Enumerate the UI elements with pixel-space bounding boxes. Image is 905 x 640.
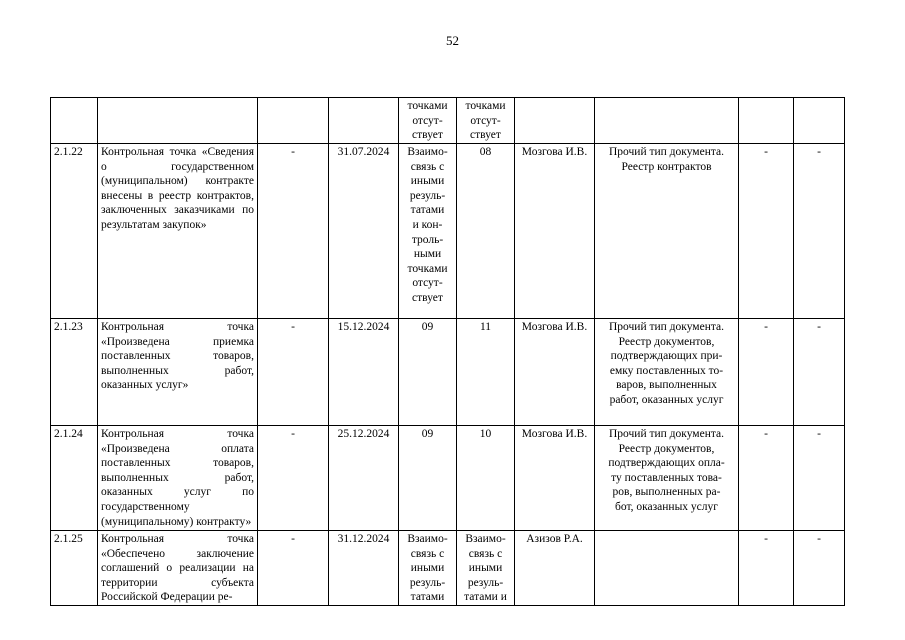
cell-date: 31.12.2024 bbox=[329, 531, 399, 606]
cell-col3 bbox=[258, 98, 329, 144]
cell-responsible: Азизов Р.А. bbox=[515, 531, 595, 606]
cell-col9 bbox=[739, 98, 794, 144]
cell-col5: 09 bbox=[399, 426, 457, 531]
table-row bbox=[51, 319, 845, 426]
cell-number: 2.1.24 bbox=[51, 426, 98, 531]
cell-col3: - bbox=[258, 531, 329, 606]
cell-col6: 10 bbox=[457, 426, 515, 531]
cell-date: 15.12.2024 bbox=[329, 319, 399, 426]
cell-name bbox=[98, 98, 258, 144]
cell-col10: - bbox=[794, 426, 845, 531]
cell-col5: 09 bbox=[399, 319, 457, 426]
cell-name: Контрольная точка «Произведена оплата поставленных товаров, выполненных работ, оказанных услуг по государственному (муниципальному) контракту» bbox=[98, 426, 258, 531]
cell-number bbox=[51, 98, 98, 144]
cell-col9: - bbox=[739, 144, 794, 319]
cell-col6: Взаимо- связь с иными резуль- татами и bbox=[457, 531, 515, 606]
cell-name: Контрольная точка «Сведения о государственном (муниципальном) контракте внесены в реестр контрактов, заключенных заказчиками по результатам закупок» bbox=[98, 144, 258, 319]
cell-document: Прочий тип документа. Реестр документов, подтверждающих при- емку поставленных то- варов, выполненных работ, оказанных услуг bbox=[595, 319, 739, 426]
cell-date: 31.07.2024 bbox=[329, 144, 399, 319]
cell-document: Прочий тип документа. Реестр документов, подтверждающих опла- ту поставленных това- ров, выполненных ра- бот, оказанных услуг bbox=[595, 426, 739, 531]
cell-responsible: Мозгова И.В. bbox=[515, 144, 595, 319]
table-body bbox=[51, 98, 845, 606]
cell-col3: - bbox=[258, 319, 329, 426]
cell-col6: точками отсут- ствует bbox=[457, 98, 515, 144]
cell-col10: - bbox=[794, 531, 845, 606]
cell-number: 2.1.23 bbox=[51, 319, 98, 426]
cell-col3: - bbox=[258, 426, 329, 531]
table-row bbox=[51, 531, 845, 606]
cell-name: Контрольная точка «Произведена приемка поставленных товаров, выполненных работ, оказанных услуг» bbox=[98, 319, 258, 426]
cell-name: Контрольная точка «Обеспечено заключение соглашений о реализации на территории субъекта Российской Федерации ре- bbox=[98, 531, 258, 606]
cell-number: 2.1.22 bbox=[51, 144, 98, 319]
control-points-table bbox=[50, 97, 845, 606]
cell-document bbox=[595, 531, 739, 606]
cell-document bbox=[595, 98, 739, 144]
cell-col5: Взаимо- связь с иными резуль- татами bbox=[399, 531, 457, 606]
cell-responsible: Мозгова И.В. bbox=[515, 426, 595, 531]
cell-col9: - bbox=[739, 531, 794, 606]
cell-col5: точками отсут- ствует bbox=[399, 98, 457, 144]
cell-col6: 08 bbox=[457, 144, 515, 319]
cell-col9: - bbox=[739, 319, 794, 426]
cell-col3: - bbox=[258, 144, 329, 319]
cell-date bbox=[329, 98, 399, 144]
cell-col6: 11 bbox=[457, 319, 515, 426]
cell-document: Прочий тип документа. Реестр контрактов bbox=[595, 144, 739, 319]
table-row bbox=[51, 98, 845, 144]
cell-col5: Взаимо- связь с иными резуль- татами и кон- троль- ными точками отсут- ствует bbox=[399, 144, 457, 319]
cell-date: 25.12.2024 bbox=[329, 426, 399, 531]
cell-col10 bbox=[794, 98, 845, 144]
cell-responsible bbox=[515, 98, 595, 144]
cell-responsible: Мозгова И.В. bbox=[515, 319, 595, 426]
cell-col10: - bbox=[794, 319, 845, 426]
cell-col9: - bbox=[739, 426, 794, 531]
table-row bbox=[51, 144, 845, 319]
table-row bbox=[51, 426, 845, 531]
cell-col10: - bbox=[794, 144, 845, 319]
page-number: 52 bbox=[446, 33, 459, 48]
cell-number: 2.1.25 bbox=[51, 531, 98, 606]
